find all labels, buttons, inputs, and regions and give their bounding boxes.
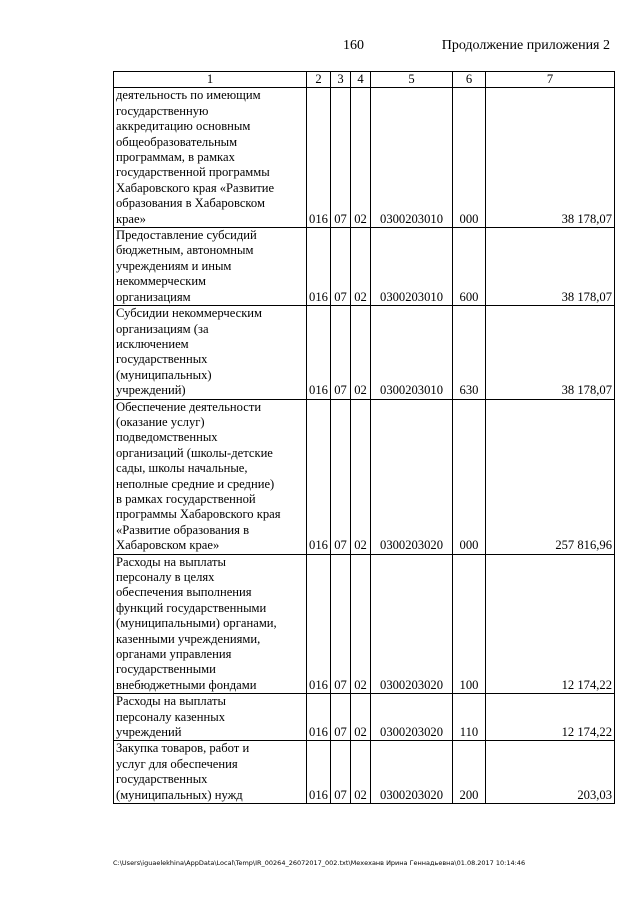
expense-type-code: 000 — [453, 88, 486, 228]
description-line: Расходы на выплаты — [116, 554, 226, 569]
section-code: 07 — [331, 741, 351, 804]
section-code: 07 — [331, 554, 351, 694]
description-line: государственной программы — [116, 165, 270, 180]
expense-type-code: 100 — [453, 554, 486, 694]
subsection-code: 02 — [351, 554, 371, 694]
subsection-code: 02 — [351, 741, 371, 804]
row-description — [114, 306, 307, 399]
column-header: 6 — [453, 72, 486, 88]
description-line: функций государственными — [116, 600, 267, 615]
description-line: персоналу казенных — [116, 709, 226, 724]
column-number-row — [114, 72, 615, 88]
ministry-code: 016 — [307, 741, 331, 804]
table-row — [114, 554, 615, 694]
description-line: исключением — [116, 336, 189, 351]
amount: 12 174,22 — [486, 694, 615, 741]
description-line: аккредитацию основным — [116, 119, 251, 134]
description-line: образования в Хабаровском — [116, 196, 265, 211]
target-article-code: 0300203010 — [371, 228, 453, 306]
ministry-code: 016 — [307, 228, 331, 306]
column-header: 3 — [331, 72, 351, 88]
subsection-code: 02 — [351, 88, 371, 228]
description-line: общеобразовательным — [116, 134, 238, 149]
subsection-code: 02 — [351, 399, 371, 554]
expense-type-code: 110 — [453, 694, 486, 741]
column-header: 5 — [371, 72, 453, 88]
row-description — [114, 741, 307, 804]
description-line: Закупка товаров, работ и — [116, 741, 250, 756]
row-description — [114, 399, 307, 554]
table-row — [114, 399, 615, 554]
description-line: Обеспечение деятельности — [116, 399, 262, 414]
expense-type-code: 000 — [453, 399, 486, 554]
description-line: учреждений — [116, 725, 182, 740]
table-row — [114, 228, 615, 306]
description-line: сады, школы начальные, — [116, 461, 248, 476]
column-header: 4 — [351, 72, 371, 88]
description-line: (оказание услуг) — [116, 414, 205, 429]
expense-type-code: 600 — [453, 228, 486, 306]
description-line: государственных — [116, 772, 208, 787]
target-article-code: 0300203020 — [371, 399, 453, 554]
description-line: Расходы на выплаты — [116, 694, 226, 709]
footer-file-path: C:\Users\iguaelekhina\AppData\Local\Temp\IR_00264_26072017_002.txt\Мехеханв Ирина Геннадьевна\01.08.2017 10:14:46 — [113, 859, 526, 867]
section-code: 07 — [331, 306, 351, 399]
expense-type-code: 630 — [453, 306, 486, 399]
appendix-continuation-label: Продолжение приложения 2 — [441, 38, 610, 53]
column-header: 7 — [486, 72, 615, 88]
description-line: деятельность по имеющим — [116, 88, 261, 103]
expense-type-code: 200 — [453, 741, 486, 804]
column-header: 2 — [307, 72, 331, 88]
description-line: организациям — [116, 289, 191, 304]
description-line: организациям (за — [116, 321, 209, 336]
description-line: организаций (школы-детские — [116, 445, 273, 460]
description-line: в рамках государственной — [116, 491, 256, 506]
row-description — [114, 554, 307, 694]
description-line: услуг для обеспечения — [116, 756, 238, 771]
description-line: крае» — [116, 211, 146, 226]
target-article-code: 0300203020 — [371, 741, 453, 804]
description-line: программы Хабаровского края — [116, 507, 281, 522]
row-description — [114, 694, 307, 741]
column-header: 1 — [114, 72, 307, 88]
subsection-code: 02 — [351, 306, 371, 399]
description-line: (муниципальных) нужд — [116, 787, 243, 802]
target-article-code: 0300203010 — [371, 88, 453, 228]
description-line: государственную — [116, 103, 209, 118]
ministry-code: 016 — [307, 399, 331, 554]
ministry-code: 016 — [307, 306, 331, 399]
description-line: бюджетным, автономным — [116, 243, 254, 258]
subsection-code: 02 — [351, 228, 371, 306]
ministry-code: 016 — [307, 554, 331, 694]
row-description — [114, 228, 307, 306]
description-line: программам, в рамках — [116, 150, 235, 165]
target-article-code: 0300203020 — [371, 554, 453, 694]
section-code: 07 — [331, 399, 351, 554]
description-line: Хабаровском крае» — [116, 538, 220, 553]
description-line: неполные средние и средние) — [116, 476, 275, 491]
amount: 38 178,07 — [486, 228, 615, 306]
budget-table — [113, 71, 615, 804]
amount: 203,03 — [486, 741, 615, 804]
description-line: некоммерческим — [116, 274, 207, 289]
target-article-code: 0300203010 — [371, 306, 453, 399]
description-line: обеспечения выполнения — [116, 585, 252, 600]
row-description — [114, 88, 307, 228]
description-line: учреждениям и иным — [116, 258, 232, 273]
target-article-code: 0300203020 — [371, 694, 453, 741]
table-row — [114, 694, 615, 741]
description-line: казенными учреждениями, — [116, 631, 261, 646]
subsection-code: 02 — [351, 694, 371, 741]
amount: 38 178,07 — [486, 88, 615, 228]
description-line: (муниципальными) органами, — [116, 616, 277, 631]
amount: 38 178,07 — [486, 306, 615, 399]
description-line: Предоставление субсидий — [116, 228, 257, 243]
description-line: подведомственных — [116, 430, 218, 445]
description-line: персоналу в целях — [116, 570, 215, 584]
description-line: (муниципальных) — [116, 367, 212, 382]
description-line: органами управления — [116, 647, 232, 662]
description-line: Субсидии некоммерческим — [116, 306, 263, 321]
section-code: 07 — [331, 88, 351, 228]
description-line: «Развитие образования в — [116, 522, 250, 537]
table-row — [114, 306, 615, 399]
ministry-code: 016 — [307, 694, 331, 741]
section-code: 07 — [331, 228, 351, 306]
amount: 12 174,22 — [486, 554, 615, 694]
amount: 257 816,96 — [486, 399, 615, 554]
table-row — [114, 88, 615, 228]
description-line: государственными — [116, 662, 216, 677]
table-row — [114, 741, 615, 804]
section-code: 07 — [331, 694, 351, 741]
ministry-code: 016 — [307, 88, 331, 228]
description-line: учреждений) — [116, 383, 186, 398]
description-line: Хабаровского края «Развитие — [116, 180, 275, 195]
description-line: внебюджетными фондами — [116, 677, 257, 692]
page-number: 160 — [343, 38, 364, 53]
description-line: государственных — [116, 352, 208, 367]
